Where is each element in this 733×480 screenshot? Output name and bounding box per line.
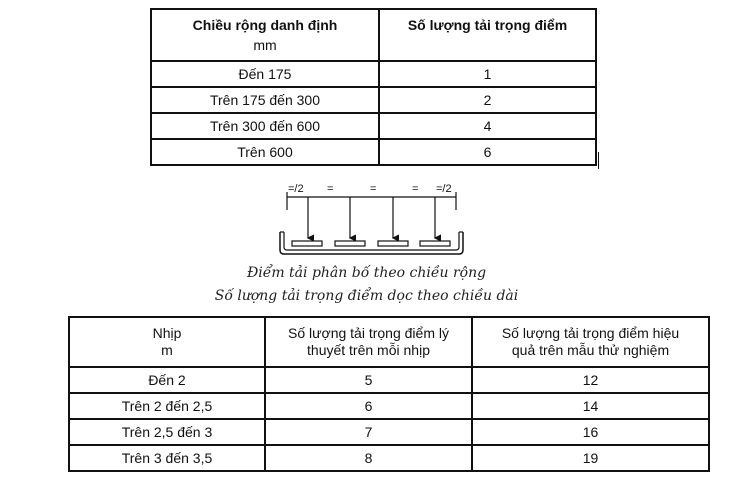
header-span-unit: m: [161, 342, 173, 358]
table-row: [69, 393, 709, 419]
header-theoretical-line1: Số lượng tải trọng điểm lý: [288, 325, 449, 341]
cell-width: Đến 175: [151, 61, 379, 87]
table-row: [69, 367, 709, 393]
label-half: =/2: [288, 183, 304, 195]
cell-width: Trên 600: [151, 139, 379, 165]
cell-effective: 12: [472, 367, 709, 393]
table-row: [151, 61, 596, 87]
cell-loads: 2: [379, 87, 596, 113]
header-effective-line2: quả trên mẫu thử nghiệm: [511, 342, 670, 358]
table-header-row: [69, 317, 709, 367]
span-load-table: [68, 316, 710, 472]
load-pad: [378, 241, 408, 246]
header-theoretical-loads: [265, 317, 472, 367]
figure-caption-line1: Điểm tải phân bố theo chiều rộng: [246, 265, 487, 281]
header-nominal-width-unit: mm: [253, 37, 277, 53]
cell-effective: 16: [472, 419, 709, 445]
cell-effective: 14: [472, 393, 709, 419]
header-theoretical-line2: thuyết trên mỗi nhịp: [307, 342, 430, 358]
header-nominal-width: [151, 9, 379, 61]
load-pad: [292, 241, 322, 246]
figure-caption-line2: Số lượng tải trọng điểm dọc theo chiều dài: [214, 288, 519, 304]
header-point-loads: Số lượng tải trọng điểm: [379, 9, 596, 61]
load-distribution-diagram: [270, 180, 470, 260]
load-pad: [420, 241, 450, 246]
cell-theoretical: 6: [265, 393, 472, 419]
cell-span: Trên 3 đến 3,5: [69, 445, 265, 471]
cell-span: Trên 2,5 đến 3: [69, 419, 265, 445]
header-span-label: Nhịp: [152, 325, 182, 341]
table-row: [69, 419, 709, 445]
load-pad: [335, 241, 365, 246]
table-row: [151, 87, 596, 113]
cell-span: Đến 2: [69, 367, 265, 393]
table-row: [151, 113, 596, 139]
table-row: [151, 139, 596, 165]
label-equal: =: [370, 183, 377, 195]
cell-theoretical: 5: [265, 367, 472, 393]
table-row: [69, 445, 709, 471]
cursor-mark: [598, 152, 599, 169]
cell-width: Trên 175 đến 300: [151, 87, 379, 113]
table-header-row: [151, 9, 596, 61]
cell-loads: 4: [379, 113, 596, 139]
cell-theoretical: 7: [265, 419, 472, 445]
cell-loads: 6: [379, 139, 596, 165]
cell-effective: 19: [472, 445, 709, 471]
header-span: [69, 317, 265, 367]
header-nominal-width-label: Chiều rộng danh định: [192, 17, 338, 33]
header-effective-line1: Số lượng tải trọng điểm hiệu: [501, 325, 680, 341]
cell-span: Trên 2 đến 2,5: [69, 393, 265, 419]
label-equal: =: [327, 183, 334, 195]
nominal-width-table: [150, 8, 597, 166]
header-effective-loads: [472, 317, 709, 367]
label-equal: =: [412, 183, 419, 195]
cell-loads: 1: [379, 61, 596, 87]
cell-width: Trên 300 đến 600: [151, 113, 379, 139]
label-half: =/2: [436, 183, 452, 195]
cell-theoretical: 8: [265, 445, 472, 471]
